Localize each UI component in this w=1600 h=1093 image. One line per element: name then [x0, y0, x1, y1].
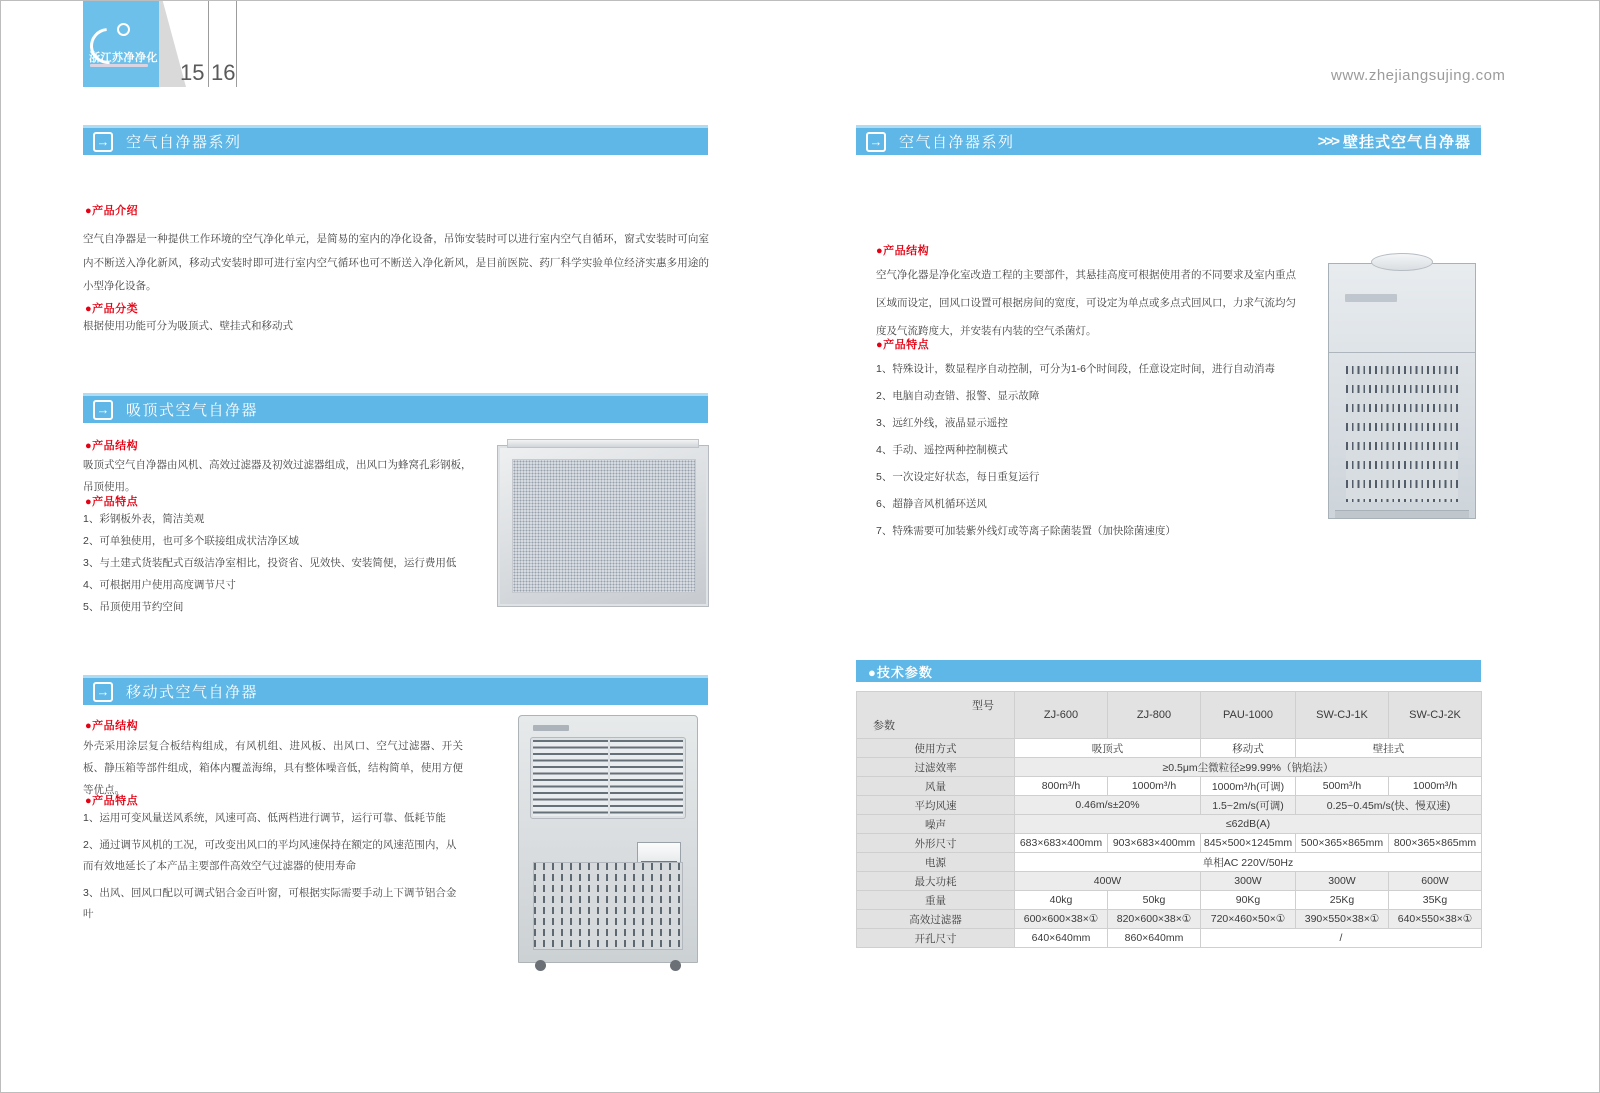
arrow-icon: →: [866, 132, 886, 152]
feature-item: 3、远红外线，液晶显示遥控: [876, 417, 1008, 429]
feature-item: 2、通过调节风机的工况，可改变出风口的平均风速保持在额定的风速范围内，从而有效地延长了本产品主要部件高效空气过滤器的使用寿命: [83, 839, 457, 872]
spec-cell: 640×550×38×①: [1389, 910, 1482, 929]
spec-cell: 吸顶式: [1015, 739, 1201, 758]
spec-row-label: 过滤效率: [857, 758, 1015, 777]
page-number-left: 15: [180, 60, 205, 85]
model-column-header: PAU-1000: [1201, 692, 1296, 739]
spec-row: [857, 834, 1482, 853]
spec-cell: ≤62dB(A): [1015, 815, 1482, 834]
duct-collar: [1371, 253, 1433, 271]
spec-cell: 820×600×38×①: [1108, 910, 1201, 929]
model-column-header: ZJ-600: [1015, 692, 1108, 739]
header-divider: [208, 1, 209, 87]
intro-heading: ●产品介绍: [85, 205, 139, 217]
spec-cell: ≥0.5μm尘微粒径≥99.99%（钠焰法）: [1015, 758, 1482, 777]
spec-cell: 1000m³/h: [1389, 777, 1482, 796]
caster-wheel: [535, 960, 546, 971]
brand-name: 浙江苏净净化: [89, 52, 158, 64]
spec-cell: 600×600×38×①: [1015, 910, 1108, 929]
spec-row: [857, 891, 1482, 910]
feature-item: 6、超静音风机循环送风: [876, 498, 987, 510]
structure-heading: ●产品结构: [85, 440, 139, 452]
corner-label-model: 型号: [972, 700, 994, 712]
section-title: 吸顶式空气自净器: [126, 402, 259, 419]
spec-cell: 400W: [1015, 872, 1201, 891]
spec-row: [857, 815, 1482, 834]
ceiling-purifier-image: [497, 445, 709, 607]
spec-cell: 0.25~0.45m/s(快、慢双速): [1296, 796, 1482, 815]
section-banner-ceiling: [83, 393, 708, 423]
section-subtitle: [1318, 128, 1471, 155]
structure-paragraph: 外壳采用涂层复合板结构组成，有风机组、进风板、出风口、空气过滤器、开关板、静压箱等部件组成，箱体内覆盖海绵，具有整体噪音低，结构简单，使用方便等优点。: [83, 740, 463, 796]
louver-grille: [531, 738, 685, 818]
page-number-right: 16: [211, 60, 236, 85]
website-url: www.zhejiangsujing.com: [1331, 67, 1506, 84]
feature-item: 2、可单独使用，也可多个联接组成状洁净区域: [83, 535, 299, 547]
spec-cell: 50kg: [1108, 891, 1201, 910]
classification-text: 根据使用功能可分为吸顶式、壁挂式和移动式: [83, 320, 293, 332]
spec-cell: 0.46m/s±20%: [1015, 796, 1201, 815]
section-banner-series-right: [856, 125, 1481, 155]
spec-cell: /: [1201, 929, 1482, 948]
spec-cell: 640×640mm: [1015, 929, 1108, 948]
spec-cell: 1000m³/h(可调): [1201, 777, 1296, 796]
features-heading: ●产品特点: [85, 795, 139, 807]
subtitle-text: 壁挂式空气自净器: [1342, 134, 1471, 151]
features-heading: ●产品特点: [85, 496, 139, 508]
model-column-header: SW-CJ-2K: [1389, 692, 1482, 739]
structure-heading: ●产品结构: [876, 245, 930, 257]
spec-row-label: 使用方式: [857, 739, 1015, 758]
structure-paragraph: 空气净化器是净化室改造工程的主要部件，其悬挂高度可根据使用者的不同要求及室内重点区域而设定，回风口设置可根据房间的宽度，可设定为单点或多点式回风口，力求气流均匀度及气流跨度大，并安装有内装的空气杀菌灯。: [876, 269, 1296, 337]
vent-slots-panel: [1346, 366, 1458, 502]
feature-item: 2、电脑自动查错、报警、显示故障: [876, 390, 1040, 402]
spec-cell: 40kg: [1015, 891, 1108, 910]
spec-row: [857, 872, 1482, 891]
feature-item: 5、吊顶使用节约空间: [83, 601, 184, 613]
spec-cell: 1.5~2m/s(可调): [1201, 796, 1296, 815]
brand-label: [533, 725, 569, 731]
spec-cell: 500×365×865mm: [1296, 834, 1389, 853]
section-title: 移动式空气自净器: [126, 684, 259, 701]
feature-item: 1、彩钢板外表，简洁美观: [83, 513, 205, 525]
spec-cell: 500m³/h: [1296, 777, 1389, 796]
spec-cell: 800×365×865mm: [1389, 834, 1482, 853]
section-banner-mobile: [83, 675, 708, 705]
mobile-purifier-image: [518, 715, 698, 963]
section-banner-series-left: [83, 125, 708, 155]
spec-row-label: 高效过滤器: [857, 910, 1015, 929]
model-column-header: ZJ-800: [1108, 692, 1201, 739]
spec-cell: 800m³/h: [1015, 777, 1108, 796]
feature-item: 4、可根据用户使用高度调节尺寸: [83, 579, 236, 591]
model-column-header: SW-CJ-1K: [1296, 692, 1389, 739]
spec-cell: 35Kg: [1389, 891, 1482, 910]
spec-cell: 720×460×50×①: [1201, 910, 1296, 929]
structure-heading: ●产品结构: [85, 720, 139, 732]
spec-row: [857, 758, 1482, 777]
spec-row: [857, 739, 1482, 758]
section-title: 空气自净器系列: [126, 134, 242, 151]
table-header-row: [857, 692, 1482, 739]
spec-cell: 单相AC 220V/50Hz: [1015, 853, 1482, 872]
spec-row-label: 电源: [857, 853, 1015, 872]
spec-row-label: 最大功耗: [857, 872, 1015, 891]
spec-row: [857, 929, 1482, 948]
spec-cell: 300W: [1296, 872, 1389, 891]
feature-item: 1、运用可变风量送风系统，风速可高、低两档进行调节，运行可靠、低耗节能: [83, 812, 446, 824]
feature-item: 4、手动、遥控两种控制模式: [876, 444, 1008, 456]
corner-label-param: 参数: [873, 720, 895, 732]
spec-row-label: 开孔尺寸: [857, 929, 1015, 948]
spec-row-label: 噪声: [857, 815, 1015, 834]
tech-spec-table: [856, 691, 1482, 948]
spec-cell: 1000m³/h: [1108, 777, 1201, 796]
spec-cell: 壁挂式: [1296, 739, 1482, 758]
logo-circle-icon: [117, 23, 130, 36]
spec-cell: 683×683×400mm: [1015, 834, 1108, 853]
spec-cell: 860×640mm: [1108, 929, 1201, 948]
feature-item: 3、与土建式货装配式百级洁净室相比，投资省、见效快、安装简便，运行费用低: [83, 557, 457, 569]
perforated-mesh-panel: [512, 459, 696, 593]
spec-cell: 25Kg: [1296, 891, 1389, 910]
spec-row: [857, 796, 1482, 815]
spec-row-label: 平均风速: [857, 796, 1015, 815]
spec-row: [857, 910, 1482, 929]
brand-label: [1345, 294, 1397, 302]
spec-cell: 903×683×400mm: [1108, 834, 1201, 853]
features-list-mobile: [83, 808, 465, 931]
caster-wheel: [670, 960, 681, 971]
section-title: 空气自净器系列: [899, 134, 1015, 151]
spec-row: [857, 853, 1482, 872]
spec-cell: 845×500×1245mm: [1201, 834, 1296, 853]
structure-paragraph: 吸顶式空气自净器由风机、高效过滤器及初效过滤器组成，出风口为蜂窝孔彩钢板，吊顶使用。: [83, 459, 472, 493]
spec-cell: 600W: [1389, 872, 1482, 891]
header-divider: [236, 1, 237, 87]
spec-cell: 90Kg: [1201, 891, 1296, 910]
spec-cell: 移动式: [1201, 739, 1296, 758]
features-heading: ●产品特点: [876, 339, 930, 351]
chevrons-icon: >>>: [1317, 133, 1338, 150]
feature-item: 7、特殊需要可加装紫外线灯或等离子除菌装置（加快除菌速度）: [876, 525, 1176, 537]
arrow-icon: →: [93, 400, 113, 420]
feature-item: 5、一次设定好状态，每日重复运行: [876, 471, 1040, 483]
arrow-icon: →: [93, 682, 113, 702]
cabinet-base: [1335, 510, 1469, 518]
spec-cell: 390×550×38×①: [1296, 910, 1389, 929]
panel-divider: [1329, 352, 1475, 353]
spec-row-label: 风量: [857, 777, 1015, 796]
intro-paragraph: 空气自净器是一种提供工作环境的空气净化单元，是简易的室内的净化设备，吊饰安装时可以进行室内空气自循环，窗式安装时可向室内不断送入净化新风，移动式安装时即可进行室内空气循环也可不断送入净化新风，是目前医院、药厂科学实验单位经济实惠多用途的小型净化设备。: [83, 233, 709, 292]
spec-row-label: 重量: [857, 891, 1015, 910]
features-list-ceiling: [83, 508, 523, 618]
bottom-vent-grille: [533, 862, 683, 950]
feature-item: 1、特殊设计，数显程序自动控制，可分为1-6个时间段，任意设定时间，进行自动消毒: [876, 363, 1276, 375]
classification-heading: ●产品分类: [85, 303, 139, 315]
spec-cell: 300W: [1201, 872, 1296, 891]
tech-spec-banner: ●技术参数: [856, 660, 1481, 682]
feature-item: 3、出风、回风口配以可调式铝合金百叶窗，可根据实际需要手动上下调节铝合金叶: [83, 887, 457, 920]
brand-logo-block: [83, 1, 159, 87]
table-corner-cell: [857, 692, 1015, 739]
spec-row: [857, 777, 1482, 796]
brand-subline: [90, 64, 148, 67]
spec-row-label: 外形尺寸: [857, 834, 1015, 853]
wall-purifier-image: [1328, 263, 1476, 519]
arrow-icon: →: [93, 132, 113, 152]
